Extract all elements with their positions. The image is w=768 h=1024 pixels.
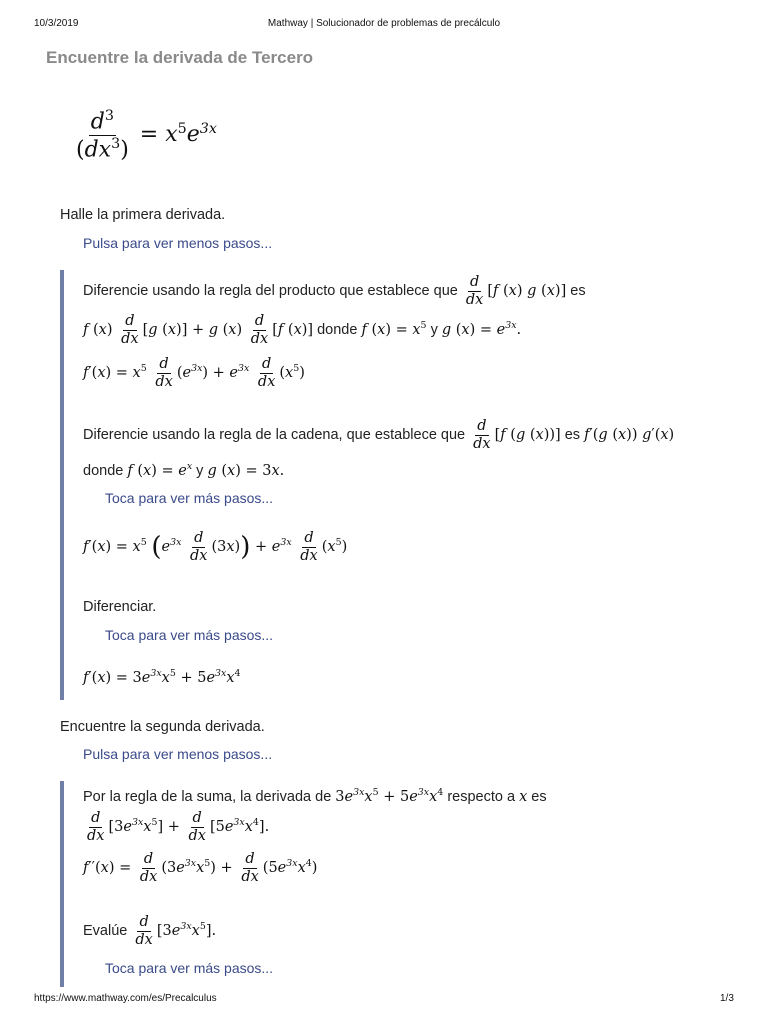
second-derivative-expansion: f′′(x) = $\frac{d}{dx}$ $(3e^{3x}x^5)$ + $\frac{d}{dx}$ $(5e^{3x}x^4)$	[83, 851, 318, 885]
differentiate-step: Diferenciar.	[83, 599, 157, 615]
sum-rule-es: es	[531, 788, 547, 805]
chain-rule-text: Diferencie usando la regla de la cadena, que establece que	[83, 427, 466, 444]
toggle-differentiate-steps[interactable]: Toca para ver más pasos...	[105, 627, 274, 643]
print-url: https://www.mathway.com/es/Precalculus	[34, 993, 217, 1004]
chain-rule-es: es	[564, 427, 581, 444]
print-date: 10/3/2019	[34, 18, 79, 29]
substeps-bar-2	[60, 781, 64, 987]
toggle-evaluate-steps[interactable]: Toca para ver más pasos...	[105, 960, 274, 976]
sum-rule-statement: Por la regla de la suma, la derivada de $3e^{3x}x^5 + 5e^{3x}x^4$ respecto a x es	[83, 787, 547, 805]
sum-rule-terms: $\frac{d}{dx}$ $[3e^{3x}x^5]$ + $\frac{d}{dx}$ $[5e^{3x}x^4]$.	[87, 810, 270, 844]
chain-rule-result: $f'(x) = x^5$ ($e^{3x}$ $\frac{d}{dx}$ $(3x)) + e^{3x}$ $\frac{d}{dx}$ $(x^5)$	[83, 530, 348, 564]
problem-title: Encuentre la derivada de Tercero	[46, 48, 314, 67]
sum-rule-text: Por la regla de la suma, la derivada de	[83, 788, 332, 805]
toggle-chain-steps[interactable]: Toca para ver más pasos...	[105, 490, 274, 506]
first-derivative-expansion: $f'(x) = x^5$ $\frac{d}{dx}$ $(e^{3x}) + e^{3x}$ $\frac{d}{dx}$ $(x^5)$	[83, 356, 305, 390]
sum-rule-respecto: respecto a	[447, 788, 516, 805]
product-rule-statement: Diferencie usando la regla del producto que establece que $\frac{d}{dx}$ [f (x) g (x)] es	[83, 274, 586, 308]
chain-rule-y: y	[196, 462, 204, 479]
evaluate-text: Evalúe	[83, 923, 128, 940]
page-number: 1/3	[720, 993, 734, 1004]
step-first-derivative: Halle la primera derivada.	[60, 207, 226, 223]
chain-rule-donde: donde	[83, 462, 124, 479]
chain-rule-where: donde f $(x) = e^x$ y g (x) = 3x.	[83, 461, 285, 479]
product-rule-es: es	[570, 283, 586, 300]
toggle-first-steps[interactable]: Pulsa para ver menos pasos...	[83, 235, 273, 251]
evaluate-step: Evalúe $\frac{d}{dx}$ $[3e^{3x}x^5]$.	[83, 914, 217, 948]
product-rule-formula: f (x) $\frac{d}{dx}$ [g (x)] + g (x) $\frac{d}{dx}$ [f (x)] donde f $(x) = x^5$ y g $(x) = e^{3x}$.	[83, 313, 522, 347]
product-rule-y: y	[430, 322, 438, 339]
toggle-second-steps[interactable]: Pulsa para ver menos pasos...	[83, 746, 273, 762]
product-rule-donde: donde	[317, 322, 358, 339]
substeps-bar-1	[60, 270, 64, 700]
product-rule-text: Diferencie usando la regla del producto que establece que	[83, 283, 458, 300]
problem-equation: $\frac{d^3}{(dx^3)}$ = $x^5e^{3x}$	[76, 108, 217, 162]
chain-rule-statement: Diferencie usando la regla de la cadena, que establece que $\frac{d}{dx}$ [f (g (x))] es f′(g (x)) g′(x)	[83, 418, 675, 452]
print-title: Mathway | Solucionador de problemas de precálculo	[267, 18, 501, 29]
first-derivative-result: $f'(x) = 3e^{3x}x^5 + 5e^{3x}x^4$	[83, 668, 241, 686]
step-second-derivative: Encuentre la segunda derivada.	[60, 719, 265, 735]
